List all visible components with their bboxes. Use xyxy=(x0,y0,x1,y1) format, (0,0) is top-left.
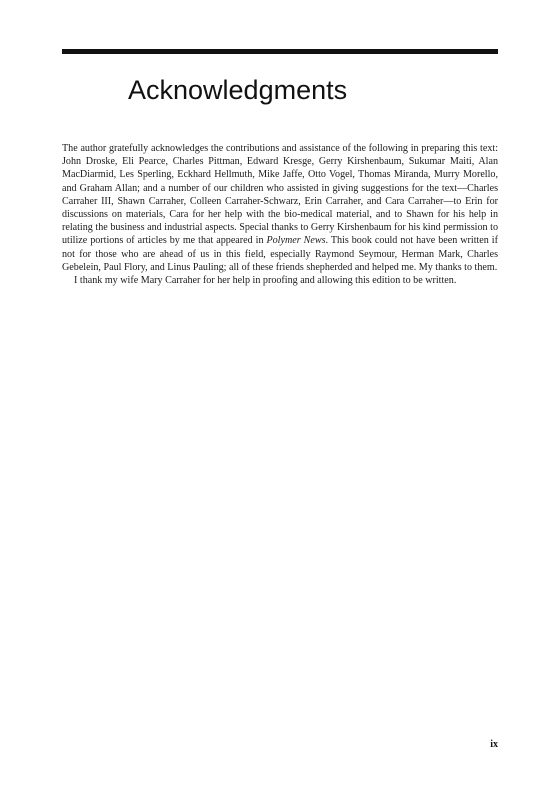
paragraph-1-text-a: The author gratefully acknowledges the contributions and assistance of the following in preparing this text: John Droske, Eli Pearce, Charles Pittman, Edward Kresge, Gerry Kirshenbaum, Sukumar Maiti, Alan MacDiarmid, Les Sperling, Eckhard Hellmuth, Mike Jaffe, Otto Vogel, Thomas Miranda, Murry Morello, and Graham Allan; and a number of our children who assisted in giving suggestions for the text—Charles Carraher III, Shawn Carraher, Colleen Carraher-Schwarz, Erin Carraher, and Cara Carraher—to Erin for discussions on materials, Cara for her help with the bio-medical material, and to Shawn for his help in relating the business and industrial aspects. Special thanks to Gerry Kirshenbaum for his kind permission to utilize portions of articles by me that appeared in xyxy=(62,143,498,247)
publication-title: Polymer News xyxy=(266,235,326,247)
top-rule xyxy=(62,49,498,54)
body-text xyxy=(62,142,498,287)
page-number: ix xyxy=(490,739,498,750)
paragraph-2: I thank my wife Mary Carraher for her help in proofing and allowing this edition to be written. xyxy=(74,275,457,287)
chapter-title: Acknowledgments xyxy=(128,75,348,105)
paragraph-1 xyxy=(62,142,498,274)
paragraph-1-text-b: . This book could not have been written if not for those who are ahead of us in this field, especially Raymond Seymour, Herman Mark, Charles Gebelein, Paul Flory, and Linus Pauling; all of these friends shepherded and helped me. My thanks to them. xyxy=(62,235,498,273)
